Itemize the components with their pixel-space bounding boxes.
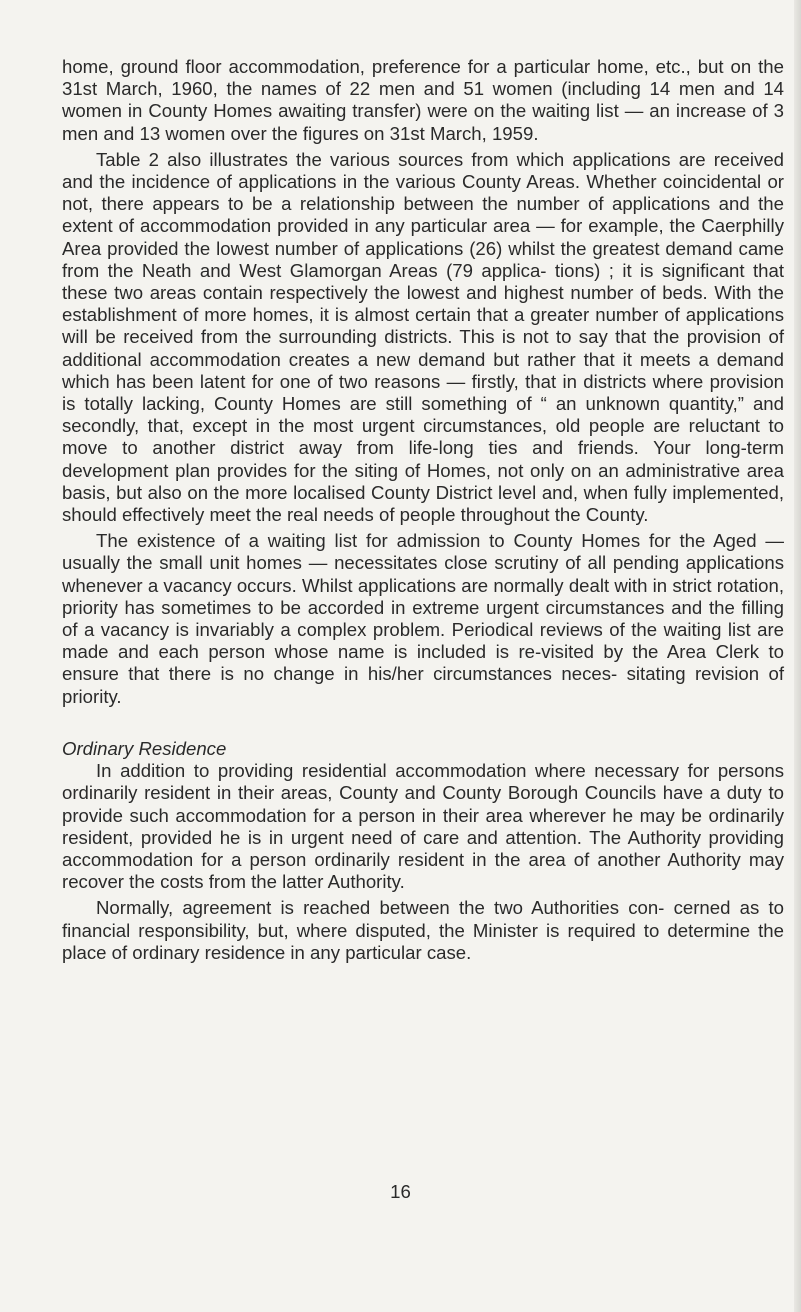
- paragraph-sources-of-applications: Table 2 also illustrates the various sources from which applications are received and the incidence of applications in the various County Areas. Whether coincidental or not, there appears to be a relationship between the number of applications and the extent of accommodation provided in any particular area — for example, the Caerphilly Area provided the lowest number of applications (26) whilst the greatest demand came from the Neath and West Glamorgan Areas (79 applica- tions) ; it is significant that these two areas contain respectively the lowest and highest number of beds. With the establishment of more homes, it is almost certain that a greater number of applications will be received from the surrounding districts. This is not to say that the provision of additional accommodation creates a new demand but rather that it meets a demand which has been latent for one of two reasons — firstly, that in districts where provision is totally lacking, County Homes are still something of “ an unknown quantity,” and secondly, that, except in the most urgent circumstances, old people are reluctant to move to another district away from life-long ties and friends. Your long-term development plan provides for the siting of Homes, not only on an administrative area basis, but also on the more localised County District level and, when fully implemented, should effectively meet the real needs of people throughout the County.: [62, 148, 784, 526]
- paragraph-waiting-list-scrutiny: The existence of a waiting list for admission to County Homes for the Aged — usually the small unit homes — necessitates close scrutiny of all pending applications whenever a vacancy occurs. Whilst applications are normally dealt with in strict rotation, priority has sometimes to be accorded in extreme urgent circumstances and the filling of a vacancy is invariably a complex problem. Periodical reviews of the waiting list are made and each person whose name is included is re-visited by the Area Clerk to ensure that there is no change in his/her circumstances neces- sitating revision of priority.: [62, 530, 784, 707]
- paragraph-financial-responsibility: Normally, agreement is reached between the two Authorities con- cerned as to financial responsibility, but, where disputed, the Minister is required to determine the place of ordinary residence in any particular case.: [62, 897, 784, 963]
- paragraph-waiting-list-figures: home, ground floor accommodation, preference for a particular home, etc., but on the 31st March, 1960, the names of 22 men and 51 women (including 14 men and 14 women in County Homes awaiting transfer) were on the waiting list — an increase of 3 men and 13 women over the figures on 31st March, 1959.: [62, 56, 784, 144]
- page-number: 16: [390, 1181, 411, 1202]
- document-body: [62, 56, 784, 968]
- section-heading-ordinary-residence: Ordinary Residence: [62, 737, 227, 759]
- paragraph-ordinary-residence-duty: In addition to providing residential accommodation where necessary for persons ordinarily resident in their areas, County and County Borough Councils have a duty to provide such accommodation for a person in their area wherever he may be ordinarily resident, provided he is in urgent need of care and attention. The Authority providing accommodation for a person ordinarily resident in the area of another Authority may recover the costs from the latter Authority.: [62, 760, 784, 893]
- page-edge-shadow: [794, 0, 801, 1312]
- section-spacer: [62, 712, 784, 738]
